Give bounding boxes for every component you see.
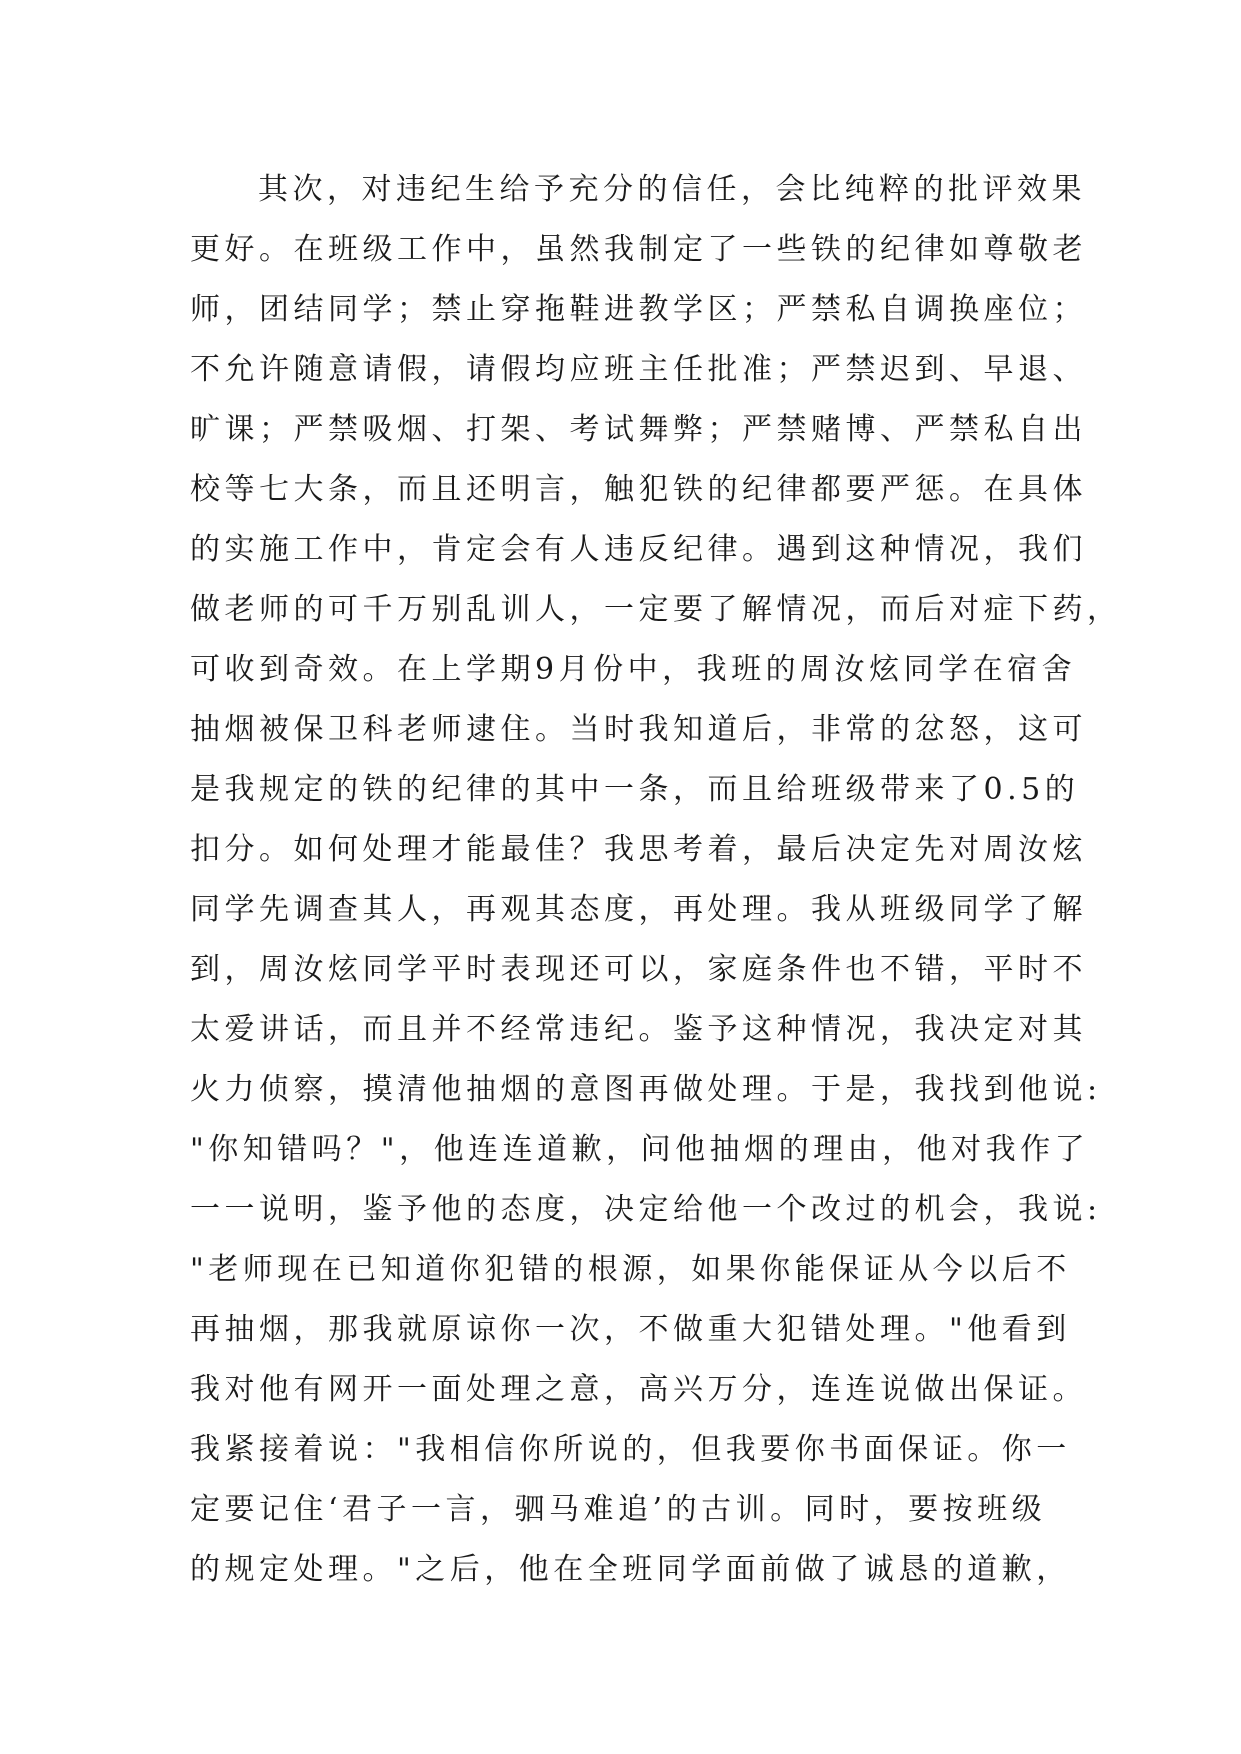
text-line: 师，团结同学；禁止穿拖鞋进教学区；严禁私自调换座位；	[190, 292, 1087, 327]
text-line: 的实施工作中，肯定会有人违反纪律。遇到这种情况，我们	[190, 532, 1087, 567]
text-line: 校等七大条，而且还明言，触犯铁的纪律都要严惩。在具体	[190, 472, 1087, 507]
text-line: 到，周汝炫同学平时表现还可以，家庭条件也不错，平时不	[190, 952, 1087, 987]
text-line: "你知错吗？"，他连连道歉，问他抽烟的理由，他对我作了	[190, 1132, 1090, 1167]
text-line: 是我规定的铁的纪律的其中一条，而且给班级带来了0.5的	[190, 772, 1080, 807]
text-line: 不允许随意请假，请假均应班主任批准；严禁迟到、早退、	[190, 352, 1087, 387]
body-paragraph	[190, 160, 1122, 1600]
text-line: 做老师的可千万别乱训人，一定要了解情况，而后对症下药，	[190, 592, 1122, 627]
text-line: 扣分。如何处理才能最佳？我思考着，最后决定先对周汝炫	[190, 832, 1087, 867]
text-line: 火力侦察，摸清他抽烟的意图再做处理。于是，我找到他说:	[190, 1072, 1102, 1107]
text-line: 一一说明，鉴予他的态度，决定给他一个改过的机会，我说:	[190, 1192, 1102, 1227]
text-line: 我紧接着说："我相信你所说的，但我要你书面保证。你一	[190, 1432, 1071, 1467]
text-line: 再抽烟，那我就原谅你一次，不做重大犯错处理。"他看到	[190, 1312, 1071, 1347]
text-line: 的规定处理。"之后，他在全班同学面前做了诚恳的道歉，	[190, 1552, 1071, 1587]
text-line: 抽烟被保卫科老师逮住。当时我知道后，非常的忿怒，这可	[190, 712, 1087, 747]
text-line: 旷课；严禁吸烟、打架、考试舞弊；严禁赌博、严禁私自出	[190, 412, 1087, 447]
text-line: 同学先调查其人，再观其态度，再处理。我从班级同学了解	[190, 892, 1087, 927]
text-line: 可收到奇效。在上学期9月份中，我班的周汝炫同学在宿舍	[190, 652, 1077, 687]
text-line: 更好。在班级工作中，虽然我制定了一些铁的纪律如尊敬老	[190, 232, 1087, 267]
text-line: 我对他有网开一面处理之意，高兴万分，连连说做出保证。	[190, 1372, 1087, 1407]
text-line: 太爱讲话，而且并不经常违纪。鉴予这种情况，我决定对其	[190, 1012, 1087, 1047]
text-line: 其次，对违纪生给予充分的信任，会比纯粹的批评效果	[258, 172, 1086, 207]
text-line: 定要记住‘君子一言，驷马难追’的古训。同时，要按班级	[190, 1492, 1047, 1527]
text-line: "老师现在已知道你犯错的根源，如果你能保证从今以后不	[190, 1252, 1071, 1287]
